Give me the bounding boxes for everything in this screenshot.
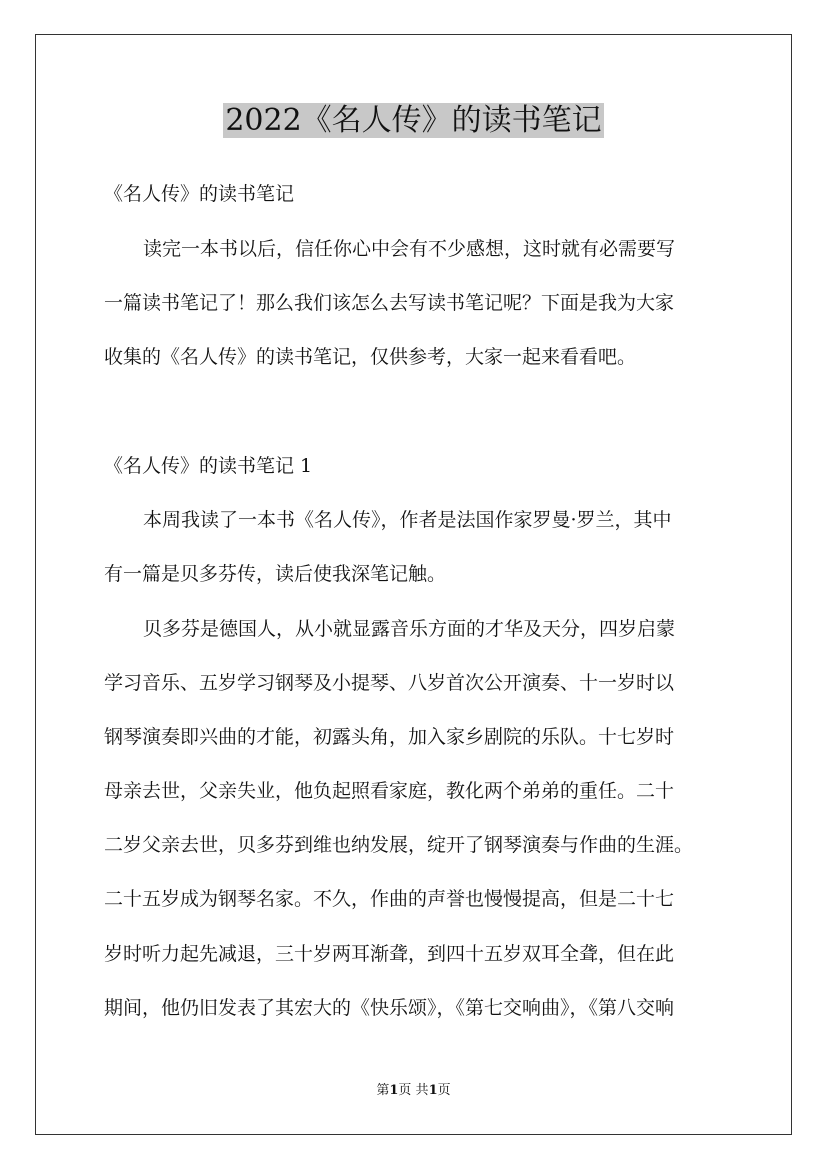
footer-page-mid: 页 共	[398, 1083, 429, 1098]
paragraph-line: 贝多芬是德国人，从小就显露音乐方面的才华及天分，四岁启蒙	[143, 618, 676, 640]
paragraph-line: 母亲去世，父亲失业，他负起照看家庭，教化两个弟弟的重任。二十	[104, 780, 675, 802]
paragraph-line: 一篇读书笔记了！那么我们该怎么去写读书笔记呢？下面是我为大家	[104, 292, 675, 314]
footer-page-prefix: 第	[376, 1083, 390, 1098]
page-footer	[0, 1082, 827, 1100]
paragraph-line: 二十五岁成为钢琴名家。不久，作曲的声誉也慢慢提高，但是二十七	[104, 888, 675, 910]
section-heading-intro: 《名人传》的读书笔记	[104, 183, 295, 205]
section-heading-1: 《名人传》的读书笔记 1	[104, 455, 313, 477]
document-title	[0, 100, 827, 142]
paragraph-line: 有一篇是贝多芬传，读后使我深笔记触。	[104, 563, 447, 585]
paragraph-line: 学习音乐、五岁学习钢琴及小提琴、八岁首次公开演奏、十一岁时以	[104, 672, 675, 694]
paragraph-line: 读完一本书以后，信任你心中会有不少感想，这时就有必需要写	[143, 238, 676, 260]
paragraph-line: 收集的《名人传》的读书笔记，仅供参考，大家一起来看看吧。	[104, 346, 637, 368]
footer-page-suffix: 页	[437, 1083, 451, 1098]
paragraph-line: 岁时听力起先减退，三十岁两耳渐聋，到四十五岁双耳全聋，但在此	[104, 943, 675, 965]
paragraph-line: 期间，他仍旧发表了其宏大的《快乐颂》，《第七交响曲》，《第八交响	[104, 997, 675, 1019]
document-title-text: 2022《名人传》的读书笔记	[225, 103, 602, 138]
footer-page-number: 1	[389, 1083, 399, 1098]
paragraph-line: 本周我读了一本书《名人传》，作者是法国作家罗曼·罗兰，其中	[143, 509, 672, 531]
paragraph-line: 二岁父亲去世，贝多芬到维也纳发展，绽开了钢琴演奏与作曲的生涯。	[104, 834, 694, 856]
footer-page-total: 1	[428, 1083, 438, 1098]
paragraph-line: 钢琴演奏即兴曲的才能，初露头角，加入家乡剧院的乐队。十七岁时	[104, 726, 675, 748]
